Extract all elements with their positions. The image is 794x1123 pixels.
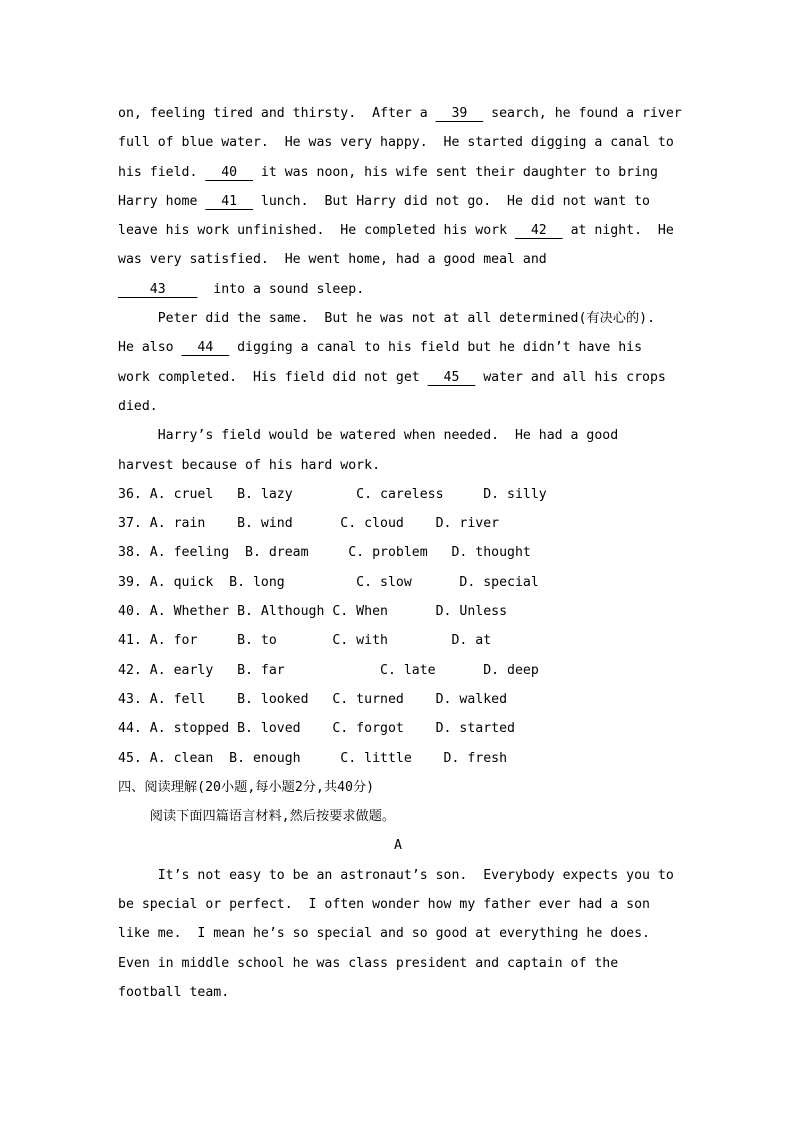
passage-line: Peter did the same. But he was not at all determined(有决心的). [118,311,656,327]
passage-line: be special or perfect. I often wonder how my father ever had a son [118,897,650,913]
passage-line: 43 into a sound sleep. [118,281,365,297]
passage-line: Even in middle school he was class president and captain of the [118,955,619,971]
question-row-37: 37. A. rain B. wind C. cloud D. river [118,516,500,532]
cloze-blank-44: 44 [181,340,230,356]
cloze-blank-41: 41 [205,193,253,209]
cloze-blank-45: 45 [427,369,476,385]
section-instruction: 阅读下面四篇语言材料,然后按要求做题。 [118,809,396,825]
passage-line: Harry home 41 lunch. But Harry did not go. He did not want to [118,193,650,209]
passage-line: was very satisfied. He went home, had a good meal and [118,252,547,268]
cloze-passage [118,99,684,480]
passage-line: work completed. His field did not get 45 water and all his crops [118,369,666,385]
cloze-blank-43: 43 [118,281,198,297]
passage-line: He also 44 digging a canal to his field but he didn’t have his [118,340,643,356]
passage-line: leave his work unfinished. He completed his work 42 at night. He [118,223,674,239]
reading-passage-label: A [394,838,402,854]
question-row-42: 42. A. early B. far C. late D. deep [118,662,539,678]
question-row-36: 36. A. cruel B. lazy C. careless D. silly [118,486,547,502]
cloze-options-list [118,480,684,773]
passage-line: full of blue water. He was very happy. He started digging a canal to [118,135,674,151]
passage-line: football team. [118,984,230,1000]
question-row-45: 45. A. clean B. enough C. little D. fresh [118,750,508,766]
passage-line: It’s not easy to be an astronaut’s son. Everybody expects you to [118,867,674,883]
question-row-38: 38. A. feeling B. dream C. problem D. thought [118,545,531,561]
question-row-43: 43. A. fell B. looked C. turned D. walked [118,691,508,707]
passage-line: on, feeling tired and thirsty. After a 39 search, he found a river [118,106,682,121]
passage-line: his field. 40 it was noon, his wife sent their daughter to bring [118,164,658,180]
question-row-40: 40. A. Whether B. Although C. When D. Unless [118,604,508,620]
reading-passage [118,861,684,1007]
question-row-39: 39. A. quick B. long C. slow D. special [118,574,539,590]
passage-line: harvest because of his hard work. [118,457,381,473]
question-row-44: 44. A. stopped B. loved C. forgot D. started [118,721,515,737]
passage-line: died. [118,398,158,414]
passage-line: like me. I mean he’s so special and so good at everything he does. [118,926,650,942]
cloze-blank-39: 39 [435,106,484,121]
passage-line: Harry’s field would be watered when needed. He had a good [118,428,619,444]
cloze-blank-42: 42 [514,223,563,239]
section-heading: 四、阅读理解(20小题,每小题2分,共40分) [118,779,375,795]
cloze-blank-40: 40 [205,164,253,180]
question-row-41: 41. A. for B. to C. with D. at [118,633,492,649]
exam-document [118,99,684,1007]
